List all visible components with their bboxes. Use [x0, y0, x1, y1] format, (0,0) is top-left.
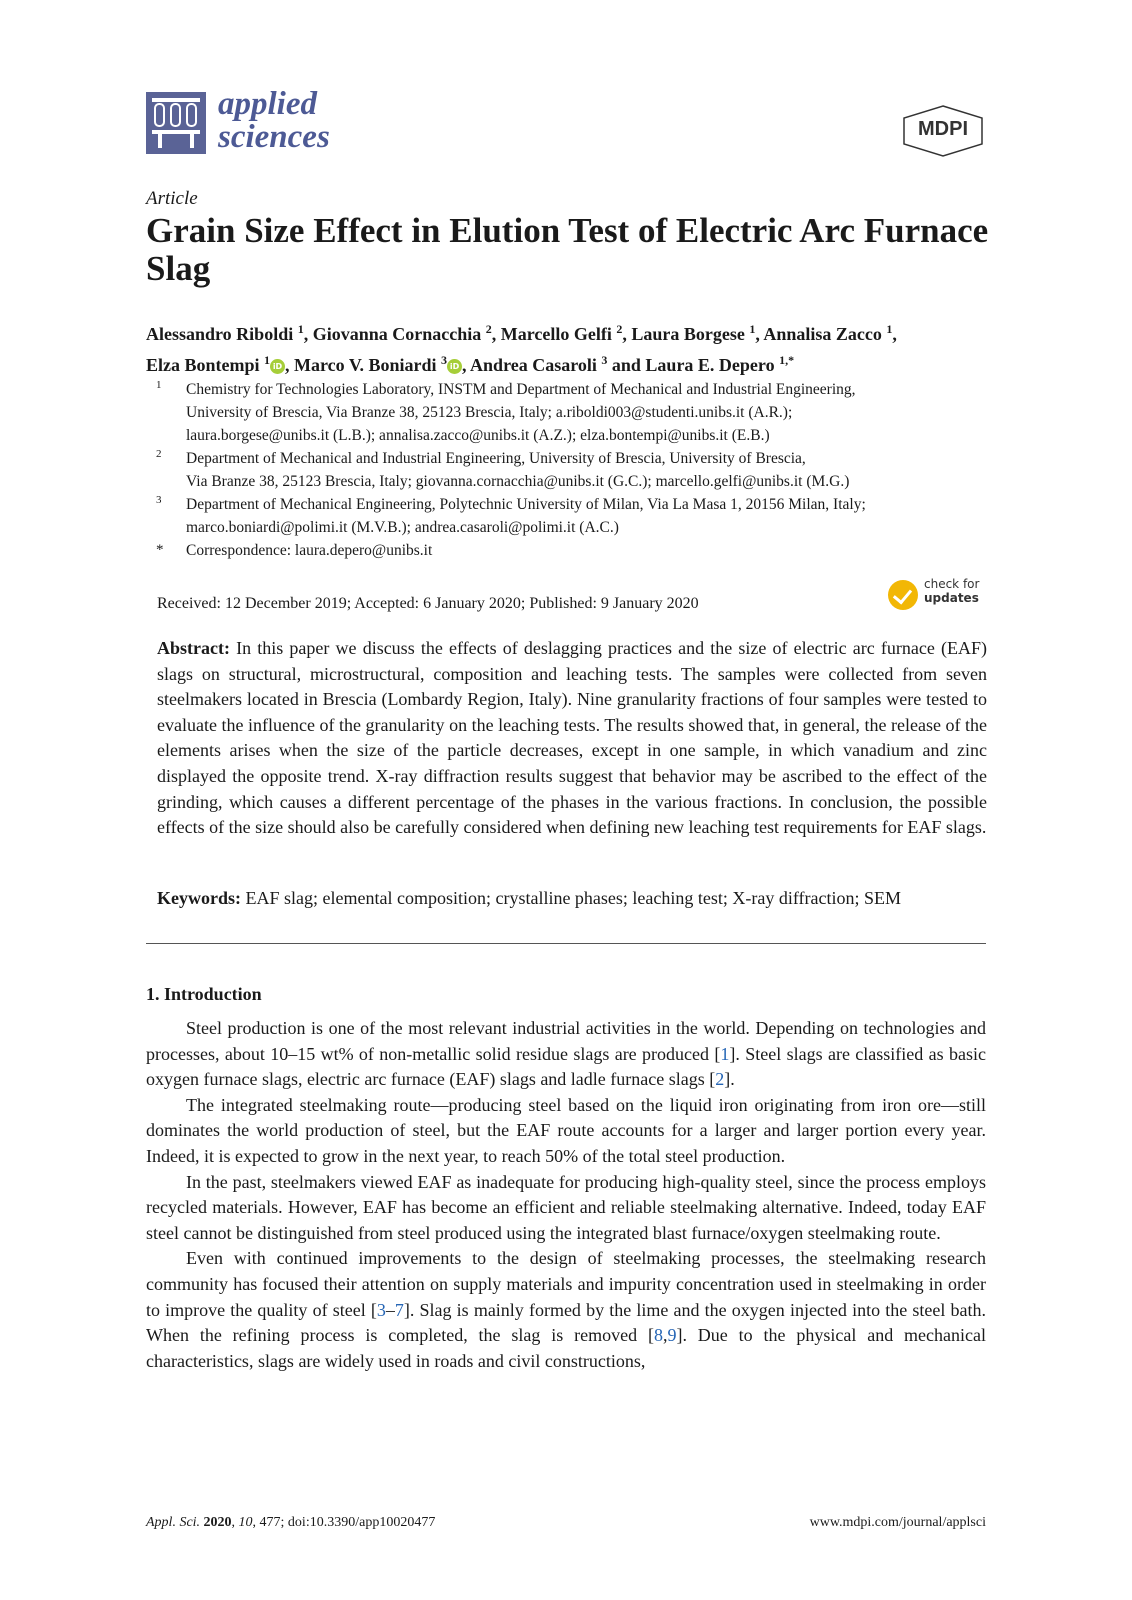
author[interactable]: Giovanna Cornacchia $^2$: [312, 322, 492, 344]
citation-link[interactable]: 9: [667, 1325, 677, 1346]
journal-name-line1: applied: [218, 86, 317, 122]
check-for-updates-button[interactable]: check for updates: [888, 577, 988, 617]
journal-logo-icon: [146, 92, 206, 154]
publisher-logo: [900, 104, 986, 158]
citation-link[interactable]: 3: [376, 1299, 386, 1320]
author[interactable]: Andrea Casaroli $^3$: [470, 353, 608, 375]
journal-name: [218, 88, 330, 154]
keywords: [157, 888, 987, 909]
author[interactable]: Annalisa Zacco $^1$: [763, 322, 893, 344]
affiliation: 2 Department of Mechanical and Industrial Engineering, University of Brescia, University of Brescia, Via Branze 38, 25123 Brescia, Italy; giovanna.cornacchia@unibs.it (G.C.); marcello.gelfi@unibs.it (M.G.): [156, 448, 850, 490]
footer-citation: Appl. Sci. 2020, 10, 477; doi:10.3390/app10020477: [146, 1515, 436, 1530]
author[interactable]: Marco V. Boniardi $^3$ iD: [294, 355, 462, 375]
correspondence: * Correspondence: laura.depero@unibs.it: [156, 542, 433, 559]
author[interactable]: Elza Bontempi $^1$ iD: [146, 355, 285, 375]
affiliation: 3 Department of Mechanical Engineering, Polytechnic University of Milan, Via La Masa 1, 20156 Milan, Italy; marco.boniardi@polimi.it (M.V.B.); andrea.casaroli@polimi.it (A.C.): [156, 494, 866, 536]
body-paragraph: In the past, steelmakers viewed EAF as inadequate for producing high-quality steel, since the process employs recycled materials. However, EAF has become an efficient and reliable steelmaking alternative. Indeed, today EAF steel cannot be distinguished from steel produced using the integrated blast furnace/oxygen steelmaking route.: [146, 1171, 986, 1243]
affiliations: [146, 378, 996, 562]
article-type: Article: [146, 188, 198, 209]
journal-name-line2: sciences: [218, 119, 330, 155]
author[interactable]: Marcello Gelfi $^2$: [500, 322, 623, 344]
author[interactable]: Laura E. Depero $^{1,*}$: [645, 353, 795, 375]
keywords-text: EAF slag; elemental composition; crystalline phases; leaching test; X-ray diffraction; SEM: [245, 888, 902, 908]
publisher-name: MDPI: [918, 118, 968, 140]
publication-dates: Received: 12 December 2019; Accepted: 6 January 2020; Published: 9 January 2020: [157, 595, 699, 612]
body-paragraph: The integrated steelmaking route—producing steel based on the liquid iron originating from iron ore—still dominates the world production of steel, but the EAF route accounts for a larger and larger portion every year. Indeed, it is expected to grow in the next year, to reach 50% of the total steel production.: [146, 1094, 986, 1166]
paper-title: Grain Size Effect in Elution Test of Electric Arc Furnace Slag: [146, 211, 989, 288]
citation-link[interactable]: 7: [394, 1299, 404, 1320]
checkmark-icon: [888, 580, 918, 610]
introduction-body: [146, 1016, 986, 1374]
abstract-text: In this paper we discuss the effects of deslagging practices and the size of electric arc furnace (EAF) slags on structural, microstructural, composition and leaching tests. The samples were collected from seven steelmakers located in Brescia (Lombardy Region, Italy). Nine granularity fractions of four samples were tested to evaluate the influence of the granularity on the leaching tests. The results showed that, in general, the release of the elements arises when the size of the particle decreases, except in one sample, in which vanadium and zinc displayed the opposite trend. X-ray diffraction results suggest that behavior may be ascribed to the effect of the grinding, which causes a different percentage of the phases in the various fractions. In conclusion, the possible effects of the size should also be carefully considered when defining new leaching test requirements for EAF slags.: [157, 638, 987, 838]
author[interactable]: Laura Borgese $^1$: [631, 322, 756, 344]
citation-link[interactable]: 1: [720, 1043, 730, 1064]
section-divider: [146, 943, 986, 944]
body-paragraph: Steel production is one of the most relevant industrial activities in the world. Depending on technologies and processes, about 10–15 wt% of non-metallic solid residue slags are produced [1]. Steel slags are classified as basic oxygen furnace slags, electric arc furnace (EAF) slags and ladle furnace slags [2].: [146, 1018, 986, 1090]
body-paragraph: Even with continued improvements to the design of steelmaking processes, the steelmaking research community has focused their attention on supply materials and impurity concentration used in steelmaking in order to improve the quality of steel [3–7]. Slag is mainly formed by the lime and the oxygen injected into the steel bath. When the refining process is completed, the slag is removed [8,9]. Due to the physical and mechanical characteristics, slags are widely used in roads and civil constructions,: [146, 1248, 986, 1371]
author[interactable]: Alessandro Riboldi $^1$: [146, 322, 304, 344]
author-list: Alessandro Riboldi $^1$, Giovanna Cornacchia $^2$, Marcello Gelfi $^2$, Laura Borgese $^1$, Annalisa Zacco $^1$, Elza Bontempi $^1$ iD , Marco V. Boniardi $^3$ iD , Andrea Casaroli $^3$ and Laura E. Depero $^{1,*}$: [146, 322, 897, 375]
citation-link[interactable]: 2: [715, 1069, 725, 1090]
footer-url[interactable]: www.mdpi.com/journal/applsci: [809, 1515, 986, 1530]
abstract-label: Abstract:: [157, 638, 230, 658]
orcid-icon[interactable]: iD: [447, 359, 462, 374]
section-heading: 1. Introduction: [146, 984, 262, 1004]
orcid-icon[interactable]: iD: [270, 359, 285, 374]
abstract: [157, 636, 987, 841]
affiliation: 1 Chemistry for Technologies Laboratory, INSTM and Department of Mechanical and Industrial Engineering, University of Brescia, Via Branze 38, 25123 Brescia, Italy; a.riboldi003@studenti.unibs.it (A.R.); laura.borgese@unibs.it (L.B.); annalisa.zacco@unibs.it (A.Z.); elza.bontempi@unibs.it (E.B.): [156, 379, 856, 444]
keywords-label: Keywords:: [157, 888, 241, 908]
citation-link[interactable]: 8: [653, 1325, 663, 1346]
